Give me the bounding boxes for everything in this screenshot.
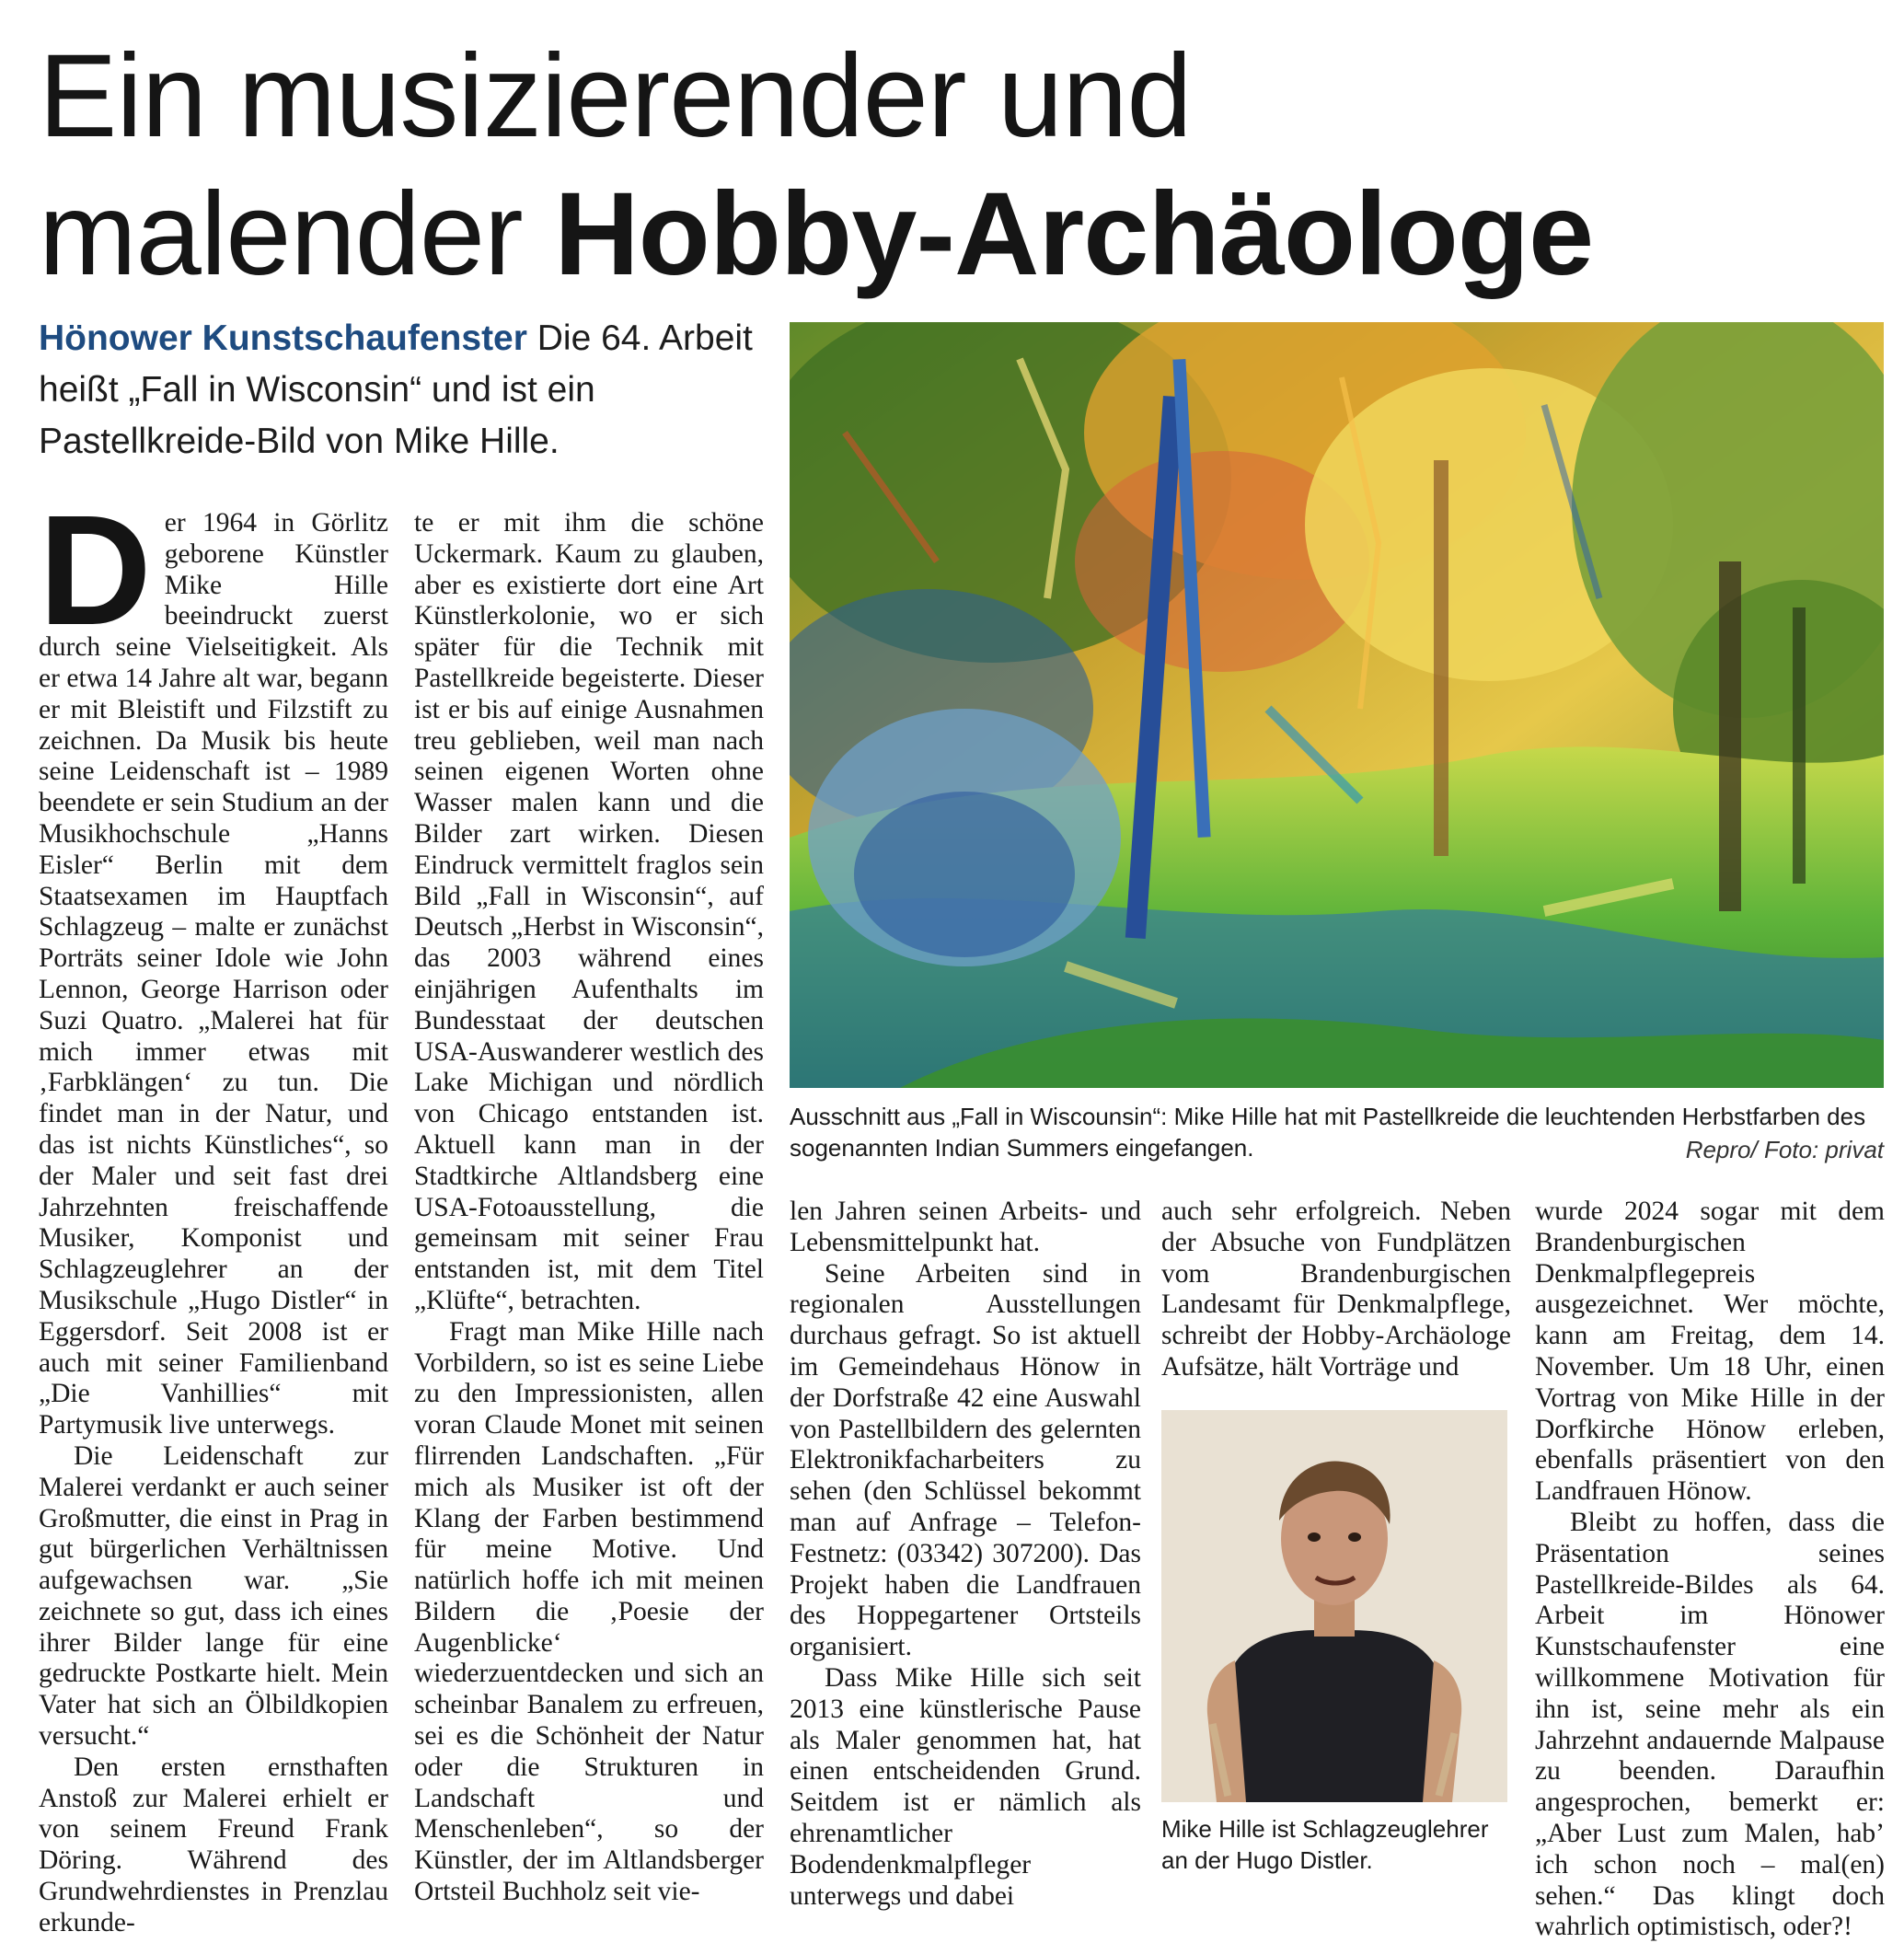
article-column-1 [39,483,388,1939]
article-paragraph: Bleibt zu hoffen, dass die Präsentation seines Pastellkreide-Bildes als 64. Arbeit im Hönower Kunstschaufenster eine willkommene Motivation für ihn ist, seine mehr als ein Jahrzehnt andauernde Malpause zu beenden. Daraufhin angesprochen, bemerkt er: „Aber Lust zum Malen, hab’ ich schon noch – mal(en) sehen.“ Das klingt doch wahrlich optimistisch, oder?! [1535,1507,1885,1942]
painting-caption: Ausschnitt aus „Fall in Wiscounsin“: Mike Hille hat mit Pastellkreide die leuchtenden Herbstfarben des sogenannten Indian Summers eingefangen. [790,1103,1866,1162]
portrait-illustration [1161,1410,1507,1802]
article-paragraph [39,483,388,1441]
article-column-4 [1161,1197,1511,1383]
lead-paragraph [39,313,766,468]
article-paragraph: len Jahren seinen Arbeits- und Lebensmittelpunkt hat. [790,1197,1141,1257]
painting-caption-block [790,1101,1884,1165]
portrait-caption-block [1161,1813,1511,1876]
lead-kicker: Hönower Kunstschaufenster [39,318,527,358]
article-paragraph: Den ersten ernsthaften Anstoß zur Malerei erhielt er von seinem Freund Frank Döring. Während des Grundwehrdienstes in Prenzlau erkunde- [39,1752,388,1937]
painting-illustration [790,322,1884,1088]
article-paragraph: auch sehr erfolgreich. Neben der Absuche von Fundplätzen vom Brandenburgischen Landesamt für Denkmalpflege, schreibt der Hobby-Archäologe Aufsätze, hält Vorträge und [1161,1197,1511,1382]
article-column-2 [414,508,764,1908]
article-paragraph: wurde 2024 sogar mit dem Brandenburgischen Denkmalpflegepreis ausgezeichnet. Wer möchte, kann am Freitag, dem 14. November. Um 18 Uhr, einen Vortrag von Mike Hille in der Dorfkirche Hönow erleben, ebenfalls präsentiert von den Landfrauen Hönow. [1535,1197,1885,1507]
article-paragraph: Dass Mike Hille sich seit 2013 eine künstlerische Pause als Maler genommen hat, hat einen entscheidenden Grund. Seitdem ist er nämlich als ehrenamtlicher Bodendenkmalpfleger unterwegs und dabei [790,1662,1141,1911]
article-column-5 [1535,1197,1885,1943]
paragraph-text: er 1964 in Görlitz geborene Künstler Mike Hille beeindruckt zuerst durch seine Vielseitigkeit. Als er etwa 14 Jahre alt war, begann er mit Bleistift und Filzstift zu zeichnen. Da Musik bis heute seine Leidenschaft ist – 1989 beendete er sein Studium an der Musikhochschule „Hanns Eisler“ Berlin mit dem Staatsexamen im Hauptfach Schlagzeug – malte er zunächst Porträts seiner Idole wie John Lennon, George Harrison oder Suzi Quatro. „Malerei hat für mich immer etwas mit ‚Farbklängen‘ zu tun. Die findet man in der Natur, und das ist nichts Künstliches“, so der Maler und seit fast drei Jahrzehnten freischaffende Musiker, Komponist und Schlagzeuglehrer an der Musikschule „Hugo Distler“ in Eggersdorf. Seit 2008 ist er auch mit seiner Familienband „Die Vanhillies“ mit Partymusik live unterwegs. [39,508,388,1440]
painting-image [790,322,1884,1088]
dropcap: D [39,483,152,658]
article-paragraph: te er mit ihm die schöne Uckermark. Kaum zu glauben, aber es existierte dort eine Art Künstlerkolonie, wo er sich später für die Technik mit Pastellkreide begeisterte. Dieser ist er bis auf einige Ausnahmen treu geblieben, weil man nach seinen eigenen Worten ohne Wasser malen kann und die Bilder zart wirken. Diesen Eindruck vermittelt fraglos sein Bild „Fall in Wisconsin“, auf Deutsch „Herbst in Wisconsin“, das 2003 während eines einjährigen Aufenthalts im Bundesstaat der deutschen USA-Auswanderer westlich des Lake Michigan und nördlich von Chicago entstanden ist. Aktuell kann man in der Stadtkirche Altlandsberg eine USA-Fotoausstellung, die gemeinsam mit seiner Frau entstanden ist, mit dem Titel „Klüfte“, betrachten. [414,508,764,1315]
article-paragraph: Seine Arbeiten sind in regionalen Ausstellungen durchaus gefragt. So ist aktuell im Gemeindehaus Hönow in der Dorfstraße 42 eine Auswahl von Pastellbildern des gelernten Elektronikfacharbeiters zu sehen (den Schlüssel bekommt man auf Anfrage – Telefon-Festnetz: (03342) 307200). Das Projekt haben die Landfrauen des Hoppegartener Ortsteils organisiert. [790,1258,1141,1662]
portrait-image [1161,1410,1507,1802]
portrait-caption: Mike Hille ist Schlagzeuglehrer an der Hugo Distler. [1161,1815,1489,1874]
photo-credit: Repro/ Foto: privat [1685,1136,1884,1163]
lead-text: Die 64. Arbeit heißt „Fall in Wisconsin“ und ist ein Pastellkreide-Bild von Mike Hille. [39,318,753,461]
article-column-3 [790,1197,1141,1912]
headline-line2-regular: malender [39,168,555,300]
headline [39,28,1879,304]
article-paragraph: Die Leidenschaft zur Malerei verdankt er auch seiner Großmutter, die einst in Prag in gut bürgerlichen Verhältnissen aufgewachsen war. „Sie zeichnete so gut, dass ich eines ihrer Bilder lange für eine gedruckte Postkarte hielt. Mein Vater hat sich an Ölbildkopien versucht.“ [39,1440,388,1752]
headline-line2-bold: Hobby-Archäologe [554,168,1594,300]
article-paragraph: Fragt man Mike Hille nach Vorbildern, so ist es seine Liebe zu den Impressionisten, allen voran Claude Monet mit seinen flirrenden Landschaften. „Für mich als Musiker ist oft der Klang der Farben bestimmend für meine Motive. Und natürlich hoffe ich mit meinen Bildern die ‚Poesie der Augenblicke‘ wiederzuentdecken und sich an scheinbar Banalem zu erfreuen, sei es die Schönheit der Natur oder die Strukturen in Landschaft und Menschenleben“, so der Künstler, der im Altlandsberger Ortsteil Buchholz seit vie- [414,1316,764,1907]
headline-line1: Ein musizierender und [39,30,1192,162]
